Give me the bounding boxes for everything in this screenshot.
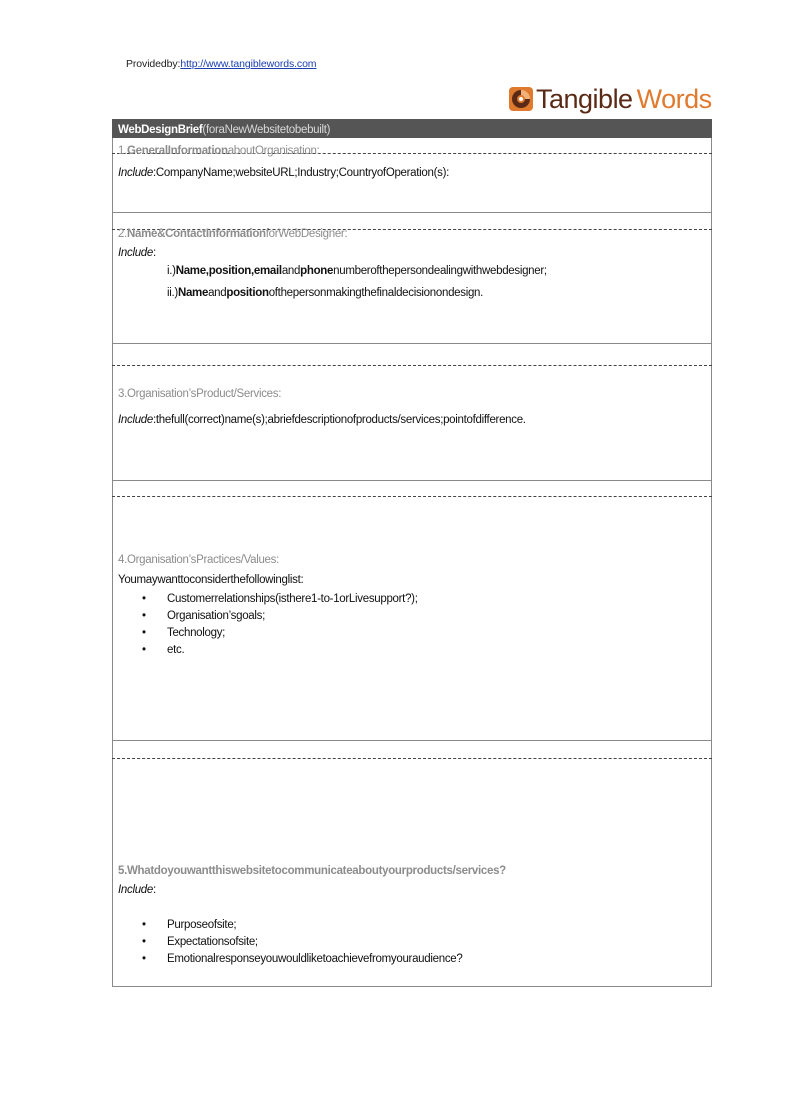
bullet-icon: •	[142, 627, 146, 639]
section-4-bottom-border	[112, 740, 712, 741]
section-1-bottom-border	[112, 212, 712, 213]
section-2-heading: 2.Name&ContactInformationforWebDesigner:	[118, 228, 348, 240]
tangiblewords-link[interactable]: http://www.tangiblewords.com	[180, 58, 317, 70]
logo-word-words: Words	[636, 83, 712, 114]
section-2-item-1: i.)Name,position,emailandphonenumberofthepersondealingwithwebdesigner;	[167, 265, 547, 277]
section-2-include: Include:	[118, 247, 156, 259]
section-3-bottom-border	[112, 480, 712, 481]
section-5-bullet-list	[142, 919, 462, 970]
section-1-answer-area[interactable]	[113, 184, 711, 211]
section-4-intro: Youmaywanttoconsiderthefollowinglist:	[118, 574, 304, 586]
bullet-icon: •	[142, 919, 146, 931]
tangible-words-swirl-icon	[509, 87, 533, 111]
form-title-bold: WebDesignBrief	[118, 124, 203, 136]
bullet-icon: •	[142, 610, 146, 622]
bullet-icon: •	[142, 593, 146, 605]
section-4-divider	[112, 496, 712, 497]
list-item: • Expectationsofsite;	[142, 936, 258, 948]
section-3-include: Include:thefull(correct)name(s);abriefdescriptionofproducts/services;pointofdifference.	[118, 414, 526, 426]
section-5-answer-area[interactable]	[113, 972, 711, 986]
section-1-include: Include:CompanyName;websiteURL;Industry;CountryofOperation(s):	[118, 167, 450, 179]
logo-word-tangible: Tangible	[536, 83, 633, 114]
section-2-bottom-border	[112, 343, 712, 344]
web-design-brief-form	[112, 119, 712, 987]
section-4-answer-area[interactable]	[113, 664, 711, 739]
section-3-heading: 3.Organisation’sProduct/Services:	[118, 388, 282, 400]
section-5-include: Include:	[118, 884, 156, 896]
provided-by-line	[126, 58, 316, 70]
section-4-heading: 4.Organisation’sPractices/Values:	[118, 554, 279, 566]
form-title	[118, 124, 330, 136]
list-item: • etc.	[142, 644, 185, 656]
list-item: • Purposeofsite;	[142, 919, 237, 931]
section-3-answer-area[interactable]	[113, 432, 711, 479]
list-item: • Technology;	[142, 627, 226, 639]
section-3-divider	[112, 365, 712, 366]
provided-by-label: Providedby:	[126, 58, 181, 70]
list-item: • Organisation’sgoals;	[142, 610, 265, 622]
tangible-words-logo	[509, 82, 712, 116]
section-2-item-2: ii.)Nameandpositionofthepersonmakingthefinaldecisionondesign.	[167, 287, 484, 299]
section-2-answer-area[interactable]	[113, 304, 711, 342]
section-5-heading: 5.Whatdoyouwantthiswebsitetocommunicateaboutyourproducts/services?	[118, 865, 506, 877]
section-1-heading: 1.GeneralInformationaboutOrganisation:	[118, 145, 320, 157]
list-item: • Customerrelationships(isthere1-to-1orLivesupport?);	[142, 593, 418, 605]
section-5-divider	[112, 758, 712, 759]
form-title-rest: (foraNewWebsitetobebuilt)	[202, 124, 331, 136]
list-item: • Emotionalresponseyouwouldliketoachievefromyouraudience?	[142, 953, 463, 965]
bullet-icon: •	[142, 644, 146, 656]
section-4-bullet-list	[142, 593, 418, 661]
bullet-icon: •	[142, 953, 146, 965]
bullet-icon: •	[142, 936, 146, 948]
